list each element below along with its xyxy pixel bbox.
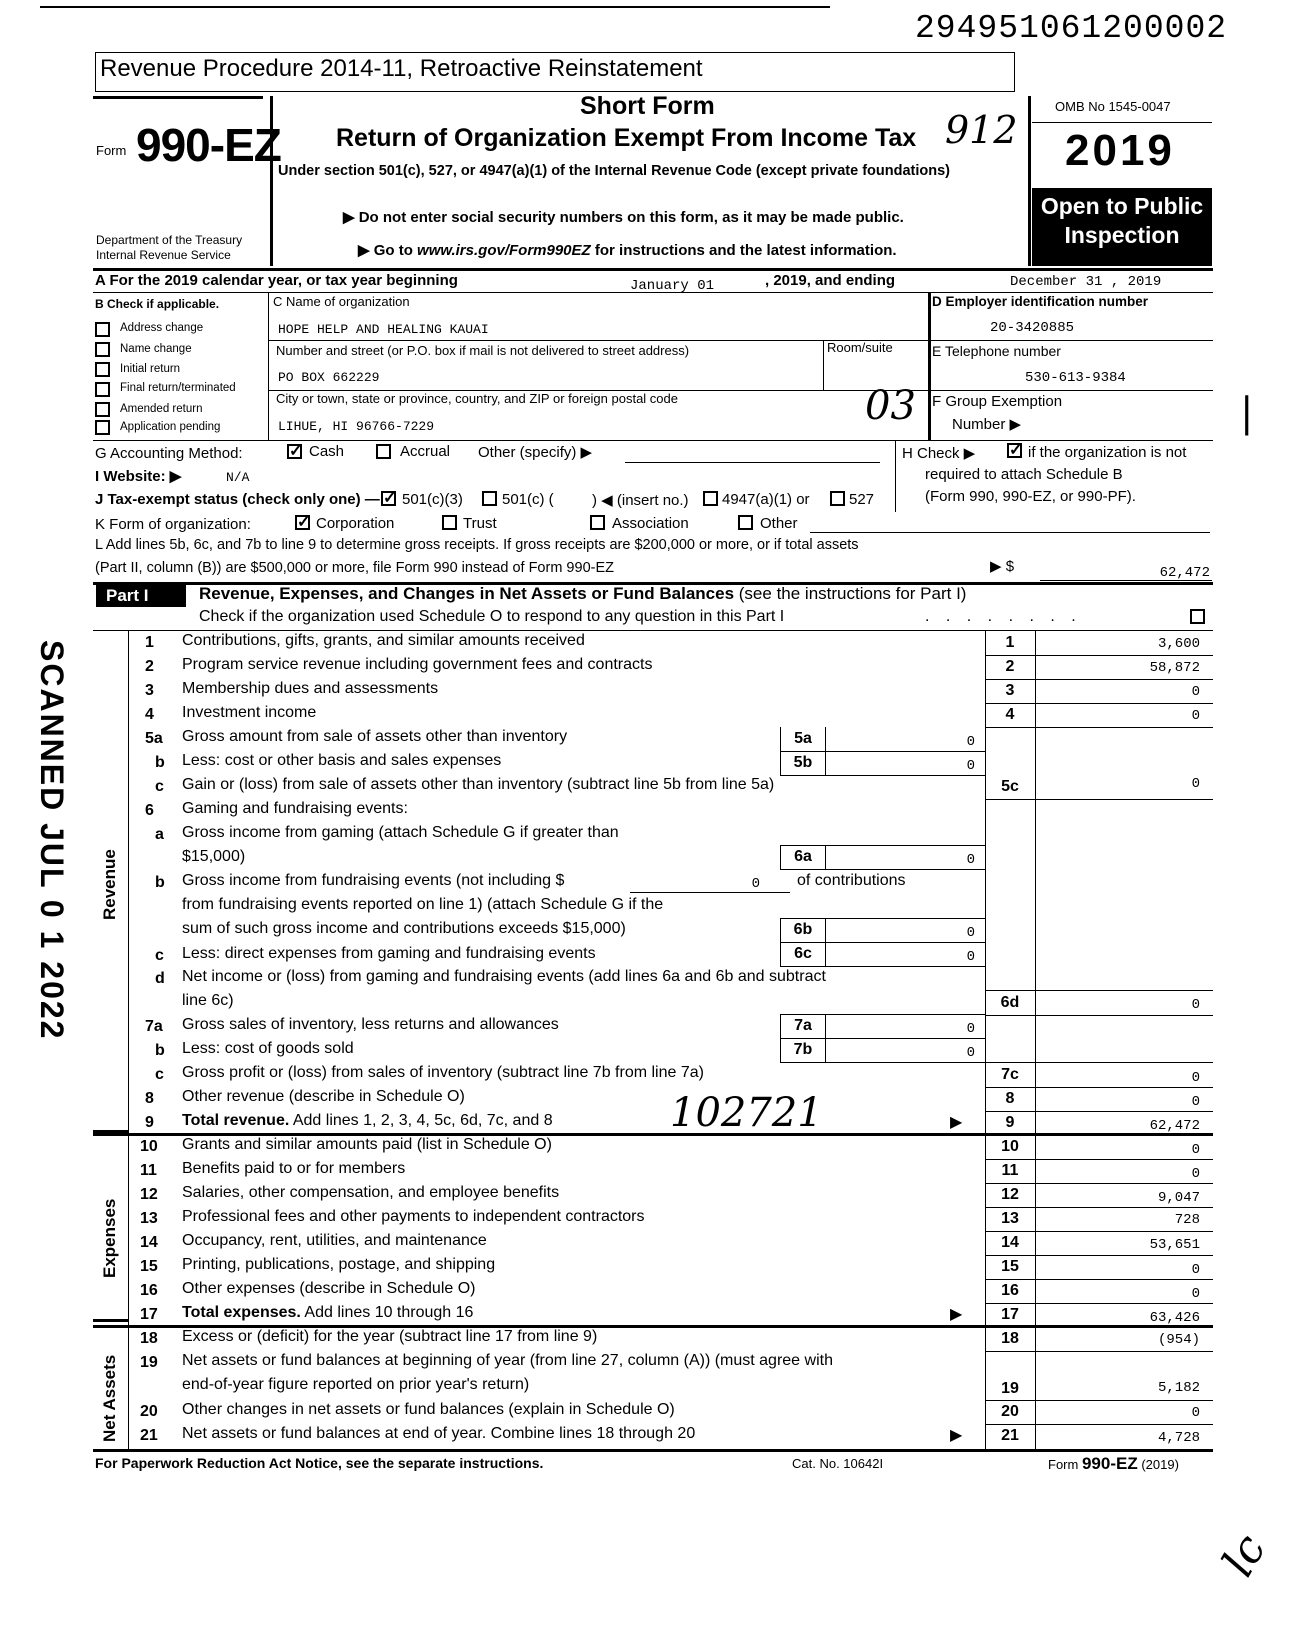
line-3-box: 3 bbox=[1005, 682, 1015, 699]
line-7b-value[interactable]: 0 bbox=[966, 1045, 975, 1061]
line-19-desc2: end-of-year figure reported on prior year's return) bbox=[182, 1376, 530, 1393]
other-method-label: Other (specify) ▶ bbox=[478, 444, 593, 461]
notice-rest: for instructions and the latest information. bbox=[590, 242, 897, 259]
e-rule bbox=[928, 390, 1213, 391]
line-11-rule bbox=[985, 1183, 1213, 1184]
line-7c-box: 7c bbox=[1001, 1066, 1019, 1083]
other-org-line bbox=[810, 532, 1210, 533]
bcdef-bottom-rule bbox=[93, 440, 1213, 441]
line-11-box: 11 bbox=[1001, 1162, 1019, 1179]
line-17-box: 17 bbox=[1001, 1306, 1019, 1323]
line-17-desc-bold: Total expenses. bbox=[182, 1304, 301, 1321]
line-7a-num: 7a bbox=[145, 1018, 163, 1035]
org-name-label: C Name of organization bbox=[273, 294, 410, 309]
line-4-num: 4 bbox=[145, 706, 154, 723]
room-suite-label: Room/suite bbox=[827, 340, 893, 355]
return-title: Return of Organization Exempt From Income Tax bbox=[336, 124, 917, 152]
line-17-desc-rest: Add lines 10 through 16 bbox=[300, 1304, 474, 1321]
line-19-value[interactable]: 5,182 bbox=[1157, 1380, 1200, 1396]
subtitle: Under section 501(c), 527, or 4947(a)(1) of the Internal Revenue Code (except private foundations) bbox=[278, 163, 950, 179]
line-3-desc: Membership dues and assessments bbox=[182, 680, 439, 697]
tax-year-begin: January 01 bbox=[630, 278, 715, 294]
line-9-value[interactable]: 62,472 bbox=[1149, 1118, 1200, 1134]
trust-checkbox[interactable] bbox=[442, 515, 457, 530]
box-6a-top bbox=[780, 845, 985, 846]
document-locator-number: 294951061200002 bbox=[915, 10, 1228, 47]
line-10-box: 10 bbox=[1001, 1138, 1019, 1155]
line-7b-desc: Less: cost of goods sold bbox=[182, 1040, 354, 1057]
line-7c-num: c bbox=[155, 1066, 164, 1083]
line-6c-value[interactable]: 0 bbox=[966, 949, 975, 965]
line-5c-rule bbox=[985, 799, 1213, 800]
omb-number: OMB No 1545-0047 bbox=[1055, 99, 1171, 114]
line-5b-desc: Less: cost or other basis and sales expenses bbox=[182, 752, 502, 769]
line-13-value[interactable]: 728 bbox=[1174, 1212, 1200, 1228]
accrual-checkbox[interactable] bbox=[376, 444, 391, 459]
part1-schedule-o-text: Check if the organization used Schedule O to respond to any question in this Part I bbox=[199, 608, 785, 625]
line-2-num: 2 bbox=[145, 658, 154, 675]
phone-value[interactable]: 530-613-9384 bbox=[1025, 370, 1126, 386]
address-change-label: Address change bbox=[120, 322, 204, 334]
line-14-desc: Occupancy, rent, utilities, and maintenance bbox=[182, 1232, 487, 1249]
box-7a-top bbox=[780, 1014, 985, 1015]
form-of-org-label: K Form of organization: bbox=[95, 516, 251, 533]
open-to-public: Open to Public bbox=[1040, 193, 1204, 219]
line-5c-value[interactable]: 0 bbox=[1191, 776, 1200, 792]
line-a-bottom-rule bbox=[93, 292, 1213, 293]
paperwork-notice: For Paperwork Reduction Act Notice, see the separate instructions. bbox=[95, 1455, 544, 1471]
line-6b-inline-rule bbox=[630, 892, 790, 893]
part1-title-text: Revenue, Expenses, and Changes in Net Assets or Fund Balances bbox=[199, 584, 735, 603]
room-divider bbox=[823, 340, 824, 390]
gross-receipts-value[interactable]: 62,472 bbox=[1159, 565, 1210, 581]
line-19-rule bbox=[985, 1400, 1213, 1401]
line-7a-value[interactable]: 0 bbox=[966, 1021, 975, 1037]
header-divider-right bbox=[1028, 96, 1031, 266]
line-19-box: 19 bbox=[1001, 1380, 1019, 1397]
527-checkbox[interactable] bbox=[830, 491, 845, 506]
schedule-b-checkbox[interactable] bbox=[1007, 443, 1022, 458]
line-2-desc: Program service revenue including government fees and contracts bbox=[182, 656, 653, 673]
header-rule-left bbox=[93, 96, 263, 99]
line-17-desc bbox=[182, 1304, 473, 1322]
line-12-num: 12 bbox=[140, 1186, 158, 1203]
line-11-value[interactable]: 0 bbox=[1191, 1166, 1200, 1182]
final-return-label: Final return/terminated bbox=[120, 382, 236, 394]
box-5a-rule bbox=[780, 751, 985, 752]
street-label: Number and street (or P.O. box if mail is not delivered to street address) bbox=[276, 343, 690, 358]
line-12-box: 12 bbox=[1001, 1186, 1019, 1203]
line-7c-value[interactable]: 0 bbox=[1191, 1070, 1200, 1086]
line-15-box: 15 bbox=[1001, 1258, 1019, 1275]
line-9-desc-rest: Add lines 1, 2, 3, 4, 5c, 6d, 7c, and 8 bbox=[289, 1112, 553, 1129]
footer-form bbox=[1048, 1454, 1179, 1474]
line-10-value[interactable]: 0 bbox=[1191, 1142, 1200, 1158]
line-10-rule bbox=[985, 1159, 1213, 1160]
handwritten-mark: | bbox=[1240, 390, 1254, 436]
ein-value[interactable]: 20-3420885 bbox=[990, 320, 1075, 336]
form-prefix: Form bbox=[96, 143, 127, 158]
part1-title-note: (see the instructions for Part I) bbox=[734, 584, 967, 603]
line-l-arrow: ▶ $ bbox=[990, 558, 1015, 575]
street-address[interactable]: PO BOX 662229 bbox=[278, 370, 380, 385]
footer-form-number: 990-EZ bbox=[1081, 1454, 1138, 1473]
application-pending-checkbox[interactable] bbox=[95, 420, 110, 435]
line-21-num: 21 bbox=[140, 1427, 158, 1444]
line-18-value[interactable]: (954) bbox=[1157, 1332, 1200, 1348]
other-org-checkbox[interactable] bbox=[738, 515, 753, 530]
line-7a-box: 7a bbox=[794, 1017, 812, 1034]
notice-go-to: ▶ Go to bbox=[358, 242, 418, 259]
line-5a-value[interactable]: 0 bbox=[966, 734, 975, 750]
line-16-box: 16 bbox=[1001, 1282, 1019, 1299]
open-inspection-box bbox=[1032, 188, 1212, 266]
part1-bottom-rule bbox=[93, 630, 1213, 631]
amended-return-label: Amended return bbox=[120, 403, 203, 415]
line-7c-rule bbox=[985, 1087, 1213, 1088]
line-13-desc: Professional fees and other payments to independent contractors bbox=[182, 1208, 645, 1225]
corporation-label: Corporation bbox=[316, 515, 395, 532]
line-19-desc1: Net assets or fund balances at beginning of year (from line 27, column (A)) (must agree with bbox=[182, 1352, 833, 1369]
line-1-box: 1 bbox=[1005, 634, 1015, 651]
ein-label: D Employer identification number bbox=[932, 294, 1149, 309]
line-8-desc: Other revenue (describe in Schedule O) bbox=[182, 1088, 465, 1105]
accrual-label: Accrual bbox=[400, 443, 451, 460]
line-8-box: 8 bbox=[1005, 1090, 1015, 1107]
line-19-num: 19 bbox=[140, 1354, 158, 1371]
other-method-line bbox=[625, 462, 880, 463]
line-12-desc: Salaries, other compensation, and employee benefits bbox=[182, 1184, 560, 1201]
line-6d-rule bbox=[985, 1015, 1213, 1016]
line-14-rule bbox=[985, 1255, 1213, 1256]
initial-return-checkbox[interactable] bbox=[95, 362, 110, 377]
irs-label: Internal Revenue Service bbox=[96, 248, 231, 262]
line-6d-num: d bbox=[155, 970, 165, 987]
section-b-label: B Check if applicable. bbox=[95, 297, 220, 311]
line-h-text3: (Form 990, 990-EZ, or 990-PF). bbox=[925, 488, 1136, 505]
line-13-rule bbox=[985, 1231, 1213, 1232]
527-label: 527 bbox=[849, 491, 875, 508]
line-8-rule bbox=[985, 1111, 1213, 1112]
box-6b-top bbox=[780, 918, 985, 919]
box-5b-rule bbox=[780, 775, 985, 776]
dept-treasury: Department of the Treasury bbox=[96, 233, 243, 247]
line-15-rule bbox=[985, 1279, 1213, 1280]
line-1-rule bbox=[985, 655, 1213, 656]
line-1-desc: Contributions, gifts, grants, and similar amounts received bbox=[182, 632, 585, 649]
line-21-rule bbox=[93, 1449, 1213, 1452]
line-6d-value[interactable]: 0 bbox=[1191, 997, 1200, 1013]
ssn-notice: ▶ Do not enter social security numbers on this form, as it may be made public. bbox=[343, 209, 904, 226]
line-13-num: 13 bbox=[140, 1210, 158, 1227]
line-6a-desc1: Gross income from gaming (attach Schedule G if greater than bbox=[182, 824, 619, 841]
amended-return-checkbox[interactable] bbox=[95, 402, 110, 417]
line-6-desc: Gaming and fundraising events: bbox=[182, 800, 408, 817]
name-change-label: Name change bbox=[120, 343, 192, 355]
line-2-rule bbox=[985, 679, 1213, 680]
line-6b-desc1b: of contributions bbox=[797, 872, 906, 889]
501c3-label: 501(c)(3) bbox=[402, 491, 463, 508]
line-2-value[interactable]: 58,872 bbox=[1149, 660, 1200, 676]
website-value[interactable]: N/A bbox=[226, 470, 250, 485]
tax-exempt-status-label bbox=[95, 491, 380, 508]
line-13-box: 13 bbox=[1001, 1210, 1019, 1227]
address-change-checkbox[interactable] bbox=[95, 322, 110, 337]
line-6a-desc2: $15,000) bbox=[182, 848, 246, 865]
line-5c-desc: Gain or (loss) from sale of assets other than inventory (subtract line 5b from line 5a) bbox=[182, 776, 775, 793]
corporation-checkbox[interactable] bbox=[295, 515, 310, 530]
line-16-num: 16 bbox=[140, 1282, 158, 1299]
line-16-desc: Other expenses (describe in Schedule O) bbox=[182, 1280, 476, 1297]
part1-tag bbox=[96, 585, 186, 607]
footer-form-year: (2019) bbox=[1141, 1457, 1179, 1472]
line-17-value[interactable]: 63,426 bbox=[1149, 1310, 1200, 1326]
line-14-num: 14 bbox=[140, 1234, 158, 1251]
line-18-desc: Excess or (deficit) for the year (subtract line 17 from line 9) bbox=[182, 1328, 598, 1345]
line-20-desc: Other changes in net assets or fund balances (explain in Schedule O) bbox=[182, 1401, 675, 1418]
line-7b-box: 7b bbox=[793, 1041, 813, 1058]
4947-label: 4947(a)(1) or bbox=[722, 491, 810, 508]
line-1-num: 1 bbox=[145, 634, 154, 651]
line-5b-box: 5b bbox=[793, 754, 813, 771]
box-6b-bottom bbox=[780, 942, 985, 943]
line-6b-desc1: Gross income from fundraising events (not including $ bbox=[182, 872, 565, 889]
line-5b-value[interactable]: 0 bbox=[966, 758, 975, 774]
line-9-desc bbox=[182, 1112, 553, 1130]
cash-checkbox[interactable] bbox=[287, 444, 302, 459]
line-3-num: 3 bbox=[145, 682, 154, 699]
final-return-checkbox[interactable] bbox=[95, 382, 110, 397]
line-11-num: 11 bbox=[140, 1162, 157, 1179]
line-6a-num: a bbox=[155, 826, 164, 843]
line-5b-num: b bbox=[155, 754, 165, 771]
part1-schedule-o-checkbox[interactable] bbox=[1190, 609, 1205, 624]
website-label: I Website: ▶ bbox=[95, 468, 182, 485]
cash-label: Cash bbox=[309, 443, 345, 460]
line-6b-value[interactable]: 0 bbox=[966, 925, 975, 941]
line-l-text2: (Part II, column (B)) are $500,000 or more, file Form 990 instead of Form 990-EZ bbox=[95, 560, 614, 576]
line-6b-desc3: sum of such gross income and contributions exceeds $15,000) bbox=[182, 920, 626, 937]
line-a-top-rule bbox=[93, 268, 1213, 271]
group-exemption-label: F Group Exemption bbox=[932, 393, 1063, 410]
line-18-num: 18 bbox=[140, 1330, 158, 1347]
line-l-text1: L Add lines 5b, 6c, and 7b to line 9 to determine gross receipts. If gross receipts are $200,000 or more, or if total assets bbox=[95, 537, 859, 553]
initial-return-label: Initial return bbox=[120, 363, 181, 375]
trust-label: Trust bbox=[463, 515, 497, 532]
line-6a-value[interactable]: 0 bbox=[966, 852, 975, 868]
expenses-side-label: Expenses bbox=[100, 1198, 119, 1278]
omb-rule bbox=[1032, 122, 1212, 123]
line-6-num: 6 bbox=[145, 802, 154, 819]
line-6d-desc1: Net income or (loss) from gaming and fundraising events (add lines 6a and 6b and subtract bbox=[182, 968, 826, 985]
line-6b-box: 6b bbox=[793, 921, 813, 938]
part1-title bbox=[199, 584, 966, 604]
other-org-label: Other bbox=[760, 515, 798, 532]
handwritten-03: 03 bbox=[865, 383, 916, 429]
501c-checkbox[interactable] bbox=[482, 491, 497, 506]
box-7a-bottom bbox=[780, 1038, 985, 1039]
line-14-box: 14 bbox=[1001, 1234, 1019, 1251]
part1-leader-dots: . . . . . . . . bbox=[925, 608, 1082, 625]
line-17-num: 17 bbox=[140, 1306, 158, 1323]
rev-proc-text: Revenue Procedure 2014-11, Retroactive Reinstatement bbox=[100, 55, 703, 82]
line-6c-box: 6c bbox=[794, 945, 812, 962]
handwritten-initials: lc bbox=[1212, 1525, 1277, 1586]
part1-tag-text: Part I bbox=[106, 586, 149, 605]
line-3-rule bbox=[985, 703, 1213, 704]
phone-label: E Telephone number bbox=[932, 343, 1061, 359]
short-form-title: Short Form bbox=[580, 92, 715, 120]
tax-year-end: December 31 , 2019 bbox=[1010, 274, 1162, 290]
line-16-value[interactable]: 0 bbox=[1191, 1286, 1200, 1302]
line-5a-desc: Gross amount from sale of assets other than inventory bbox=[182, 728, 568, 745]
line-18-box: 18 bbox=[1001, 1330, 1019, 1347]
bc-divider bbox=[268, 292, 269, 440]
box-7b-bottom bbox=[780, 1062, 985, 1063]
handwritten-912: 912 bbox=[945, 108, 1018, 152]
line-1-value[interactable]: 3,600 bbox=[1157, 636, 1200, 652]
form-number: 990-EZ bbox=[136, 119, 281, 171]
501c-label: 501(c) ( bbox=[502, 491, 554, 508]
line-g-label: G Accounting Method: bbox=[95, 445, 243, 462]
line-15-desc: Printing, publications, postage, and shipping bbox=[182, 1256, 496, 1273]
line-5c-box: 5c bbox=[1001, 778, 1019, 795]
line-12-value[interactable]: 9,047 bbox=[1157, 1190, 1200, 1206]
rev-proc-box bbox=[95, 52, 1015, 92]
line-6b-desc2: from fundraising events reported on line 1) (attach Schedule G if the bbox=[182, 896, 664, 913]
line-21-value[interactable]: 4,728 bbox=[1157, 1430, 1200, 1446]
line-9-desc-bold: Total revenue. bbox=[182, 1112, 290, 1129]
line-a-mid: , 2019, and ending bbox=[765, 272, 896, 289]
line-7c-desc: Gross profit or (loss) from sales of inventory (subtract line 7b from line 7a) bbox=[182, 1064, 704, 1081]
line-14-value[interactable]: 53,651 bbox=[1149, 1237, 1200, 1253]
line-21-box: 21 bbox=[1001, 1427, 1019, 1444]
line-21-desc: Net assets or fund balances at end of year. Combine lines 18 through 20 bbox=[182, 1425, 696, 1442]
line-6d-box: 6d bbox=[1000, 994, 1020, 1011]
line-20-rule bbox=[985, 1424, 1213, 1425]
name-change-checkbox[interactable] bbox=[95, 342, 110, 357]
line-4-rule bbox=[985, 727, 1213, 728]
line-6c-num: c bbox=[155, 947, 164, 964]
net-assets-side-label: Net Assets bbox=[100, 1354, 119, 1442]
line-8-value[interactable]: 0 bbox=[1191, 1094, 1200, 1110]
501c3-checkbox[interactable] bbox=[381, 491, 396, 506]
line-4-value[interactable]: 0 bbox=[1191, 708, 1200, 724]
line-6d-top-rule bbox=[985, 990, 1213, 991]
line-12-rule bbox=[985, 1207, 1213, 1208]
group-exemption-number-label: Number ▶ bbox=[952, 416, 1022, 433]
application-pending-label: Application pending bbox=[120, 421, 221, 433]
cd-divider bbox=[928, 292, 931, 440]
line-6b-inline-value[interactable]: 0 bbox=[751, 876, 760, 892]
line-6c-desc: Less: direct expenses from gaming and fundraising events bbox=[182, 945, 596, 962]
instructions-notice bbox=[358, 241, 897, 259]
line-7c-top-rule bbox=[985, 1062, 1213, 1063]
line-20-num: 20 bbox=[140, 1403, 158, 1420]
revenue-side-label: Revenue bbox=[100, 849, 119, 920]
catalog-number: Cat. No. 10642I bbox=[792, 1456, 884, 1471]
tax-year: 2019 bbox=[1065, 126, 1175, 175]
line-9-box: 9 bbox=[1005, 1114, 1015, 1131]
line-15-value[interactable]: 0 bbox=[1191, 1262, 1200, 1278]
line-11-desc: Benefits paid to or for members bbox=[182, 1160, 406, 1177]
line-h-pre: H Check ▶ bbox=[902, 445, 976, 462]
line-4-desc: Investment income bbox=[182, 704, 317, 721]
line-2-box: 2 bbox=[1005, 658, 1015, 675]
line-7a-desc: Gross sales of inventory, less returns and allowances bbox=[182, 1016, 559, 1033]
expenses-net-divider bbox=[93, 1319, 128, 1322]
line-18-rule bbox=[985, 1351, 1213, 1352]
line-5c-num: c bbox=[155, 778, 164, 795]
line-9-arrow: ▶ bbox=[950, 1114, 963, 1131]
line-5a-num: 5a bbox=[145, 730, 163, 747]
association-checkbox[interactable] bbox=[590, 515, 605, 530]
line-4-box: 4 bbox=[1005, 706, 1015, 723]
association-label: Association bbox=[612, 515, 689, 532]
line-7b-num: b bbox=[155, 1042, 165, 1059]
handwritten-102721: 102721 bbox=[670, 1090, 823, 1136]
line-16-rule bbox=[985, 1303, 1213, 1304]
line-20-value[interactable]: 0 bbox=[1191, 1405, 1200, 1421]
h-divider bbox=[895, 440, 896, 512]
line-h-text1: if the organization is not bbox=[1028, 444, 1187, 461]
footer-form-prefix: Form bbox=[1048, 1457, 1079, 1472]
line-6a-box: 6a bbox=[794, 848, 812, 865]
line-20-box: 20 bbox=[1001, 1403, 1019, 1420]
line-17-arrow: ▶ bbox=[950, 1306, 963, 1323]
box-6a-bottom bbox=[780, 869, 985, 870]
org-name[interactable]: HOPE HELP AND HEALING KAUAI bbox=[278, 322, 489, 337]
d-rule bbox=[928, 340, 1213, 341]
line-6b-num: b bbox=[155, 874, 165, 891]
line-21-arrow: ▶ bbox=[950, 1427, 963, 1444]
line-10-desc: Grants and similar amounts paid (list in Schedule O) bbox=[182, 1136, 552, 1153]
line-15-num: 15 bbox=[140, 1258, 158, 1275]
tax-exempt-status-text: J Tax-exempt status (check only one) — bbox=[95, 491, 380, 508]
line-3-value[interactable]: 0 bbox=[1191, 684, 1200, 700]
box-6c-bottom bbox=[780, 966, 985, 967]
line-8-num: 8 bbox=[145, 1090, 154, 1107]
gross-receipts-line bbox=[1040, 580, 1212, 581]
line-9-num: 9 bbox=[145, 1114, 154, 1131]
top-rule bbox=[40, 6, 830, 8]
inspection: Inspection bbox=[1064, 222, 1180, 248]
irs-link[interactable]: www.irs.gov/Form990EZ bbox=[417, 242, 591, 259]
line-10-num: 10 bbox=[140, 1138, 158, 1155]
line-h-text2: required to attach Schedule B bbox=[925, 466, 1123, 483]
line-6d-desc2: line 6c) bbox=[182, 992, 234, 1009]
line-5a-box: 5a bbox=[794, 730, 812, 747]
line-a-label: A For the 2019 calendar year, or tax year beginning bbox=[95, 272, 458, 289]
scanned-stamp: SCANNED JUL 0 1 2022 bbox=[34, 640, 70, 1041]
city-state-zip[interactable]: LIHUE, HI 96766-7229 bbox=[278, 419, 435, 434]
insert-no-label: ) ◀ (insert no.) bbox=[592, 492, 689, 509]
city-label: City or town, state or province, country, and ZIP or foreign postal code bbox=[276, 391, 678, 406]
4947-checkbox[interactable] bbox=[703, 491, 718, 506]
